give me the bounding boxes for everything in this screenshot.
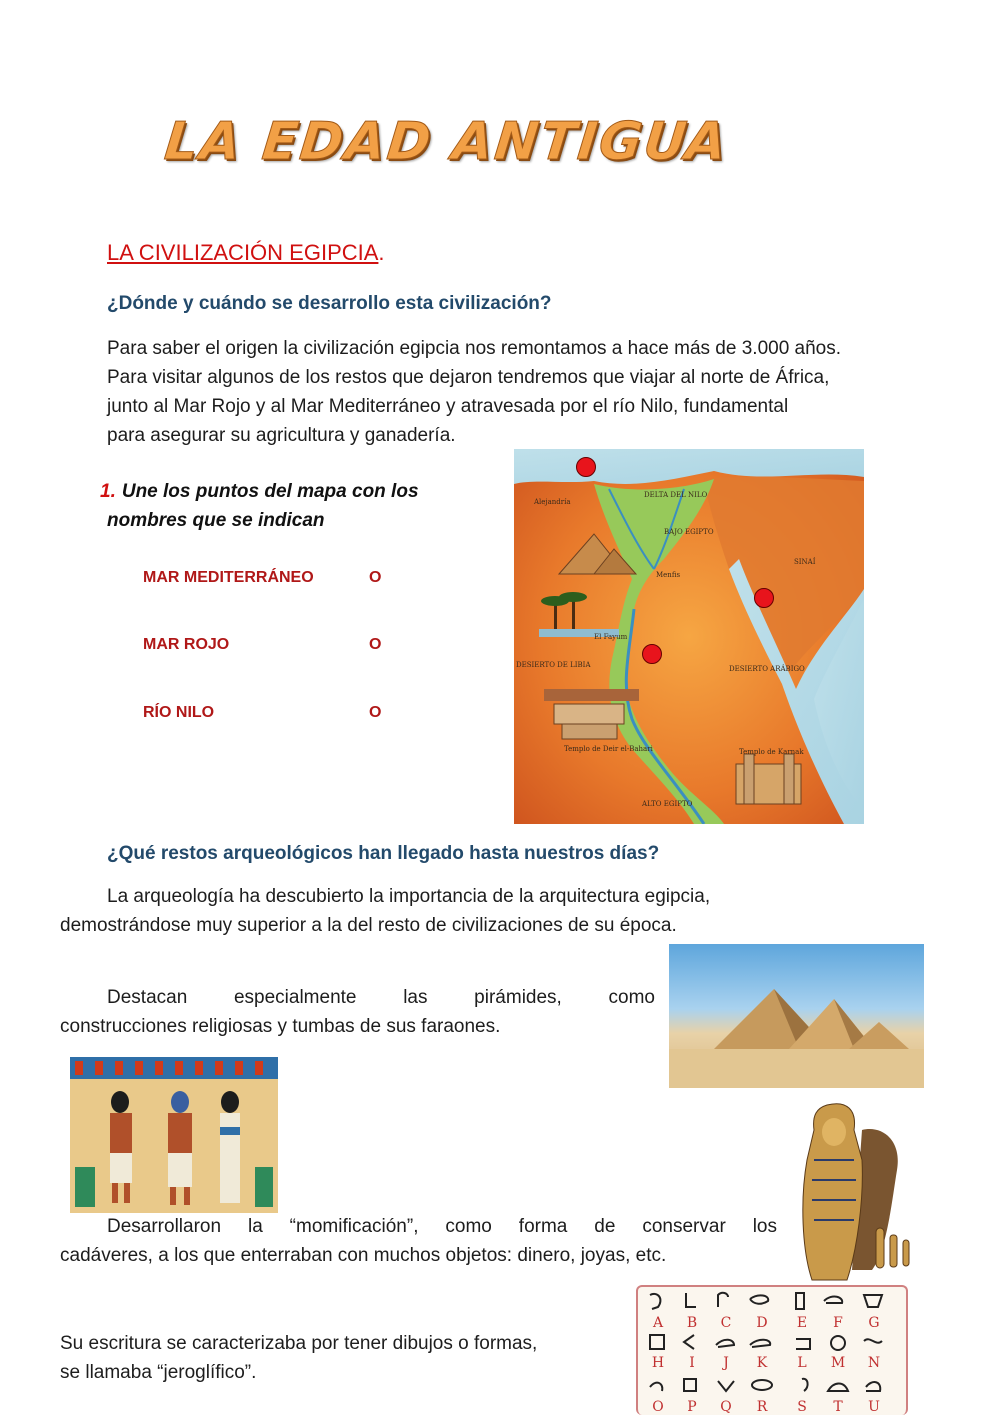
match-label-mediterraneo: MAR MEDITERRÁNEO: [143, 569, 314, 586]
glyph-letter-t: T: [833, 1399, 843, 1415]
mummification-line-2: cadáveres, a los que enterraban con muchos objetos: dinero, joyas, etc.: [60, 1245, 667, 1266]
map-label-fayum: El Fayum: [594, 633, 628, 641]
map-label-sinai: SINAÍ: [794, 558, 816, 566]
exercise-number: 1.: [100, 481, 116, 502]
papyrus-painting-svg: [70, 1057, 278, 1213]
writing-paragraph: [60, 1329, 620, 1387]
architecture-line-1: La arqueología ha descubierto la importancia de la arquitectura egipcia,: [107, 886, 711, 907]
glyph-letter-k: K: [756, 1355, 768, 1371]
question-archaeological-remains: ¿Qué restos arqueológicos han llegado hasta nuestros días?: [107, 843, 660, 864]
map-point-mediterraneo[interactable]: [576, 457, 596, 477]
writing-line-2: se llamaba “jeroglífico”.: [60, 1362, 257, 1383]
glyph-row-1: [650, 1293, 882, 1309]
glyph-row-2: [650, 1335, 882, 1350]
pyramids-photo-svg: [669, 944, 924, 1088]
match-point-mediterraneo[interactable]: O: [369, 569, 382, 586]
small-canopic-figures: [876, 1228, 909, 1268]
glyph-row-3: [650, 1379, 880, 1391]
glyph-letter-i: I: [689, 1355, 695, 1371]
sarcophagus-face: [822, 1118, 846, 1146]
map-label-deir: Templo de Deir el-Bahari: [564, 745, 653, 753]
mummification-line-1: Desarrollaron la “momificación”, como forma de conservar los: [107, 1216, 777, 1237]
papyrus-figure-anubis: [110, 1091, 132, 1203]
map-point-rio-nilo[interactable]: [642, 644, 662, 664]
intro-line-4: para asegurar su agricultura y ganadería.: [107, 425, 456, 446]
map-label-menfis: Menfis: [656, 571, 681, 579]
map-point-mar-rojo[interactable]: [754, 588, 774, 608]
map-label-libia: DESIERTO DE LIBIA: [516, 661, 591, 669]
papyrus-figure-goddess: [220, 1091, 240, 1203]
match-point-mar-rojo[interactable]: O: [369, 636, 382, 653]
pyramids-photo: [669, 944, 924, 1088]
exercise-instructions: [100, 477, 419, 535]
exercise-line-2: nombres que se indican: [107, 510, 325, 531]
match-label-rio-nilo: RÍO NILO: [143, 704, 215, 721]
glyph-letter-p: P: [687, 1399, 697, 1415]
glyph-letter-o: O: [652, 1399, 664, 1415]
glyph-letter-g: G: [868, 1315, 880, 1331]
glyph-letter-u: U: [868, 1399, 880, 1415]
pyramids-paragraph: [60, 983, 655, 1041]
glyph-letter-q: Q: [720, 1399, 732, 1415]
egypt-map-svg: [514, 449, 864, 824]
pyramids-line-1: Destacan especialmente las pirámides, como: [107, 987, 655, 1008]
intro-line-1: Para saber el origen la civilización egipcia nos remontamos a hace más de 3.000 años.: [107, 338, 842, 359]
page-title: LA EDAD ANTIGUA: [161, 112, 732, 172]
map-label-bajo: BAJO EGIPTO: [664, 528, 714, 536]
glyph-letter-b: B: [686, 1315, 698, 1331]
writing-line-1: Su escritura se caracterizaba por tener dibujos o formas,: [60, 1333, 538, 1354]
architecture-paragraph: [60, 882, 860, 940]
glyph-letter-h: H: [651, 1355, 665, 1371]
papyrus-figure-pharaoh: [168, 1091, 192, 1205]
map-label-alto: ALTO EGIPTO: [642, 800, 693, 808]
sarcophagus-photo-svg: [792, 1100, 922, 1285]
glyph-letter-m: M: [830, 1355, 846, 1371]
egypt-map: [514, 449, 864, 824]
hieroglyph-alphabet-svg: [638, 1287, 906, 1415]
glyph-letter-f: F: [833, 1315, 843, 1331]
glyph-letter-s: S: [797, 1399, 807, 1415]
match-point-rio-nilo[interactable]: O: [369, 704, 382, 721]
section-heading: [107, 240, 385, 266]
section-heading-period: .: [378, 240, 385, 265]
map-label-alejandria: Alejandría: [534, 498, 571, 506]
glyph-letter-e: E: [796, 1315, 808, 1331]
architecture-line-2: demostrándose muy superior a la del resto de civilizaciones de su época.: [60, 915, 677, 936]
intro-line-2: Para visitar algunos de los restos que dejaron tendremos que viajar al norte de África,: [107, 367, 830, 388]
glyph-letter-r: R: [756, 1399, 768, 1415]
glyph-letter-c: C: [720, 1315, 732, 1331]
glyph-letter-n: N: [867, 1355, 881, 1371]
intro-line-3: junto al Mar Rojo y al Mar Mediterráneo y atravesada por el río Nilo, fundamental: [107, 396, 789, 417]
pyramids-line-2: construcciones religiosas y tumbas de sus faraones.: [60, 1016, 501, 1037]
section-heading-text: LA CIVILIZACIÓN EGIPCIA: [107, 240, 379, 265]
sarcophagus-photo: [792, 1100, 922, 1285]
glyph-letter-j: J: [723, 1355, 729, 1371]
map-label-delta: DELTA DEL NILO: [644, 491, 708, 499]
map-label-arabigo: DESIERTO ARÁBIGO: [729, 665, 805, 673]
glyph-letter-d: D: [756, 1315, 768, 1331]
hieroglyph-alphabet: [636, 1285, 908, 1415]
glyph-letter-a: A: [652, 1315, 664, 1331]
map-label-karnak: Templo de Karnak: [739, 748, 804, 756]
papyrus-painting: [70, 1057, 278, 1213]
match-label-mar-rojo: MAR ROJO: [143, 636, 230, 653]
intro-paragraph: [107, 334, 937, 450]
glyph-letter-l: L: [797, 1355, 807, 1371]
question-where-when: ¿Dónde y cuándo se desarrollo esta civilización?: [107, 293, 552, 314]
exercise-line-1: Une los puntos del mapa con los: [121, 481, 419, 502]
mummification-paragraph: [60, 1212, 777, 1270]
